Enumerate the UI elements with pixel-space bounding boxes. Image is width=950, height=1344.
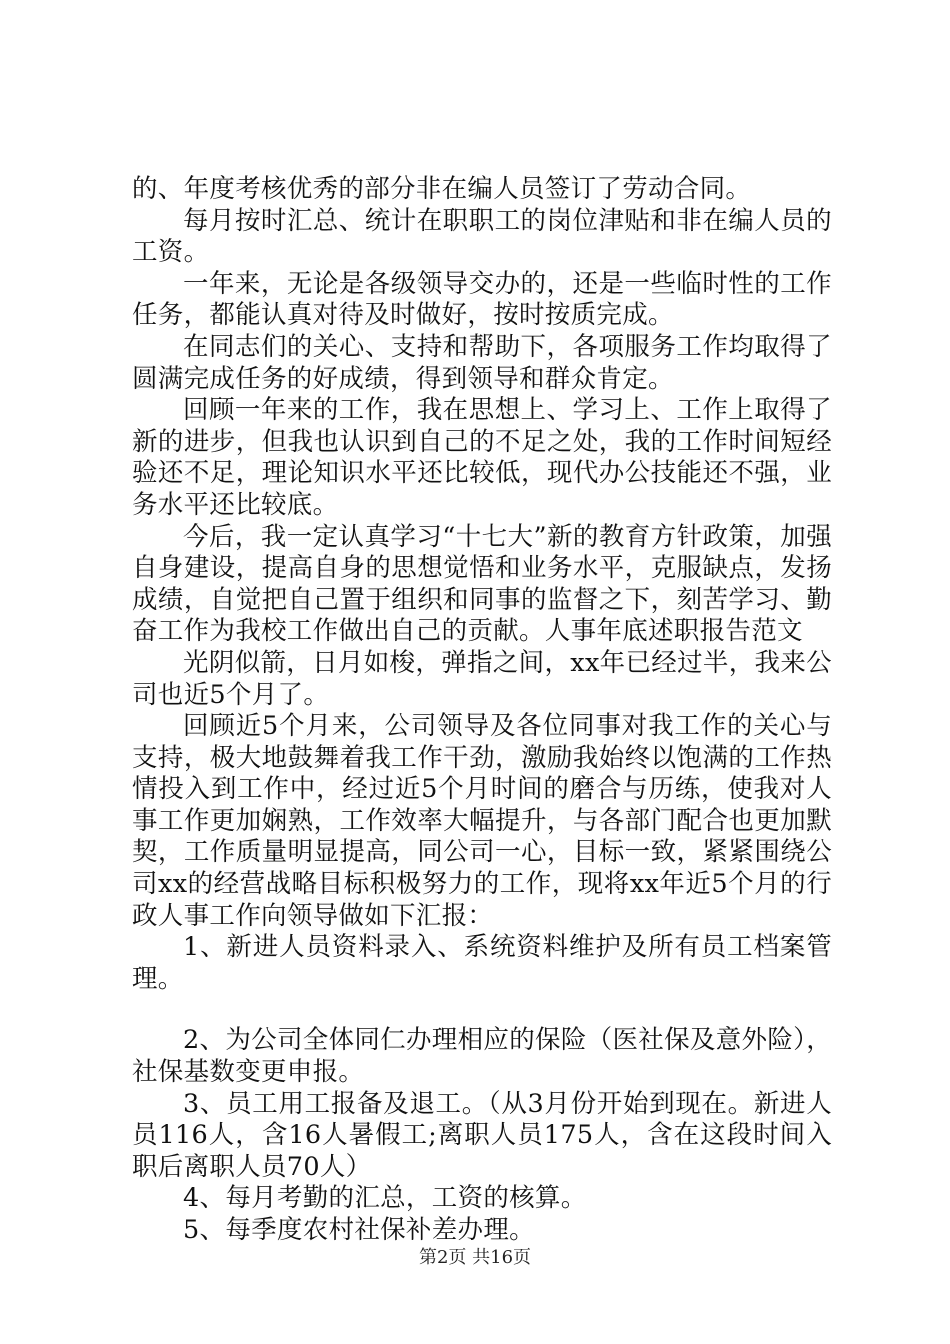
paragraph-4: 在同志们的关心、支持和帮助下，各项服务工作均取得了圆满完成任务的好成绩，得到领导和群众肯定。 [132,331,832,394]
list-item-2: 2、为公司全体同仁办理相应的保险（医社保及意外险），社保基数变更申报。 [132,1025,832,1088]
paragraph-5: 回顾一年来的工作，我在思想上、学习上、工作上取得了新的进步，但我也认识到自己的不足之处，我的工作时间短经验还不足，理论知识水平还比较低，现代办公技能还不强，业务水平还比较底。 [132,395,832,520]
list-item-3: 3、员工用工报备及退工。（从3月份开始到现在。新进人员116人，含16人暑假工;离职人员175人，含在这段时间入职后离职人员70人） [132,1088,832,1182]
list-item-4: 4、每月考勤的汇总，工资的核算。 [183,1183,587,1214]
paragraph-2: 每月按时汇总、统计在职职工的岗位津贴和非在编人员的工资。 [132,205,832,268]
paragraph-6: 今后，我一定认真学习“十七大”新的教育方针政策，加强自身建设，提高自身的思想觉悟和业务水平，克服缺点，发扬成绩，自觉把自己置于组织和同事的监督之下，刻苦学习、勤奋工作为我校工作做出自己的贡献。人事年底述职报告范文 [132,521,832,647]
page-number-footer: 第2页 共16页 [418,1247,532,1268]
paragraph-7: 光阴似箭，日月如梭，弹指之间，xx年已经过半，我来公司也近5个月了。 [132,647,832,710]
paragraph-1: 的、年度考核优秀的部分非在编人员签订了劳动合同。 [132,174,752,204]
paragraph-8: 回顾近5个月来，公司领导及各位同事对我工作的关心与支持，极大地鼓舞着我工作干劲，激励我始终以饱满的工作热情投入到工作中，经过近5个月时间的磨合与历练，使我对人事工作更加娴熟，工作效率大幅提升，与各部门配合也更加默契，工作质量明显提高，同公司一心，目标一致，紧紧围绕公司xx的经营战略目标积极努力的工作，现将xx年近5个月的行政人事工作向领导做如下汇报： [132,711,832,931]
paragraph-3: 一年来，无论是各级领导交办的，还是一些临时性的工作任务，都能认真对待及时做好，按时按质完成。 [132,268,832,331]
list-item-5: 5、每季度农村社保补差办理。 [183,1215,535,1245]
list-item-1: 1、新进人员资料录入、系统资料维护及所有员工档案管理。 [132,932,832,994]
document-body [132,174,832,1247]
